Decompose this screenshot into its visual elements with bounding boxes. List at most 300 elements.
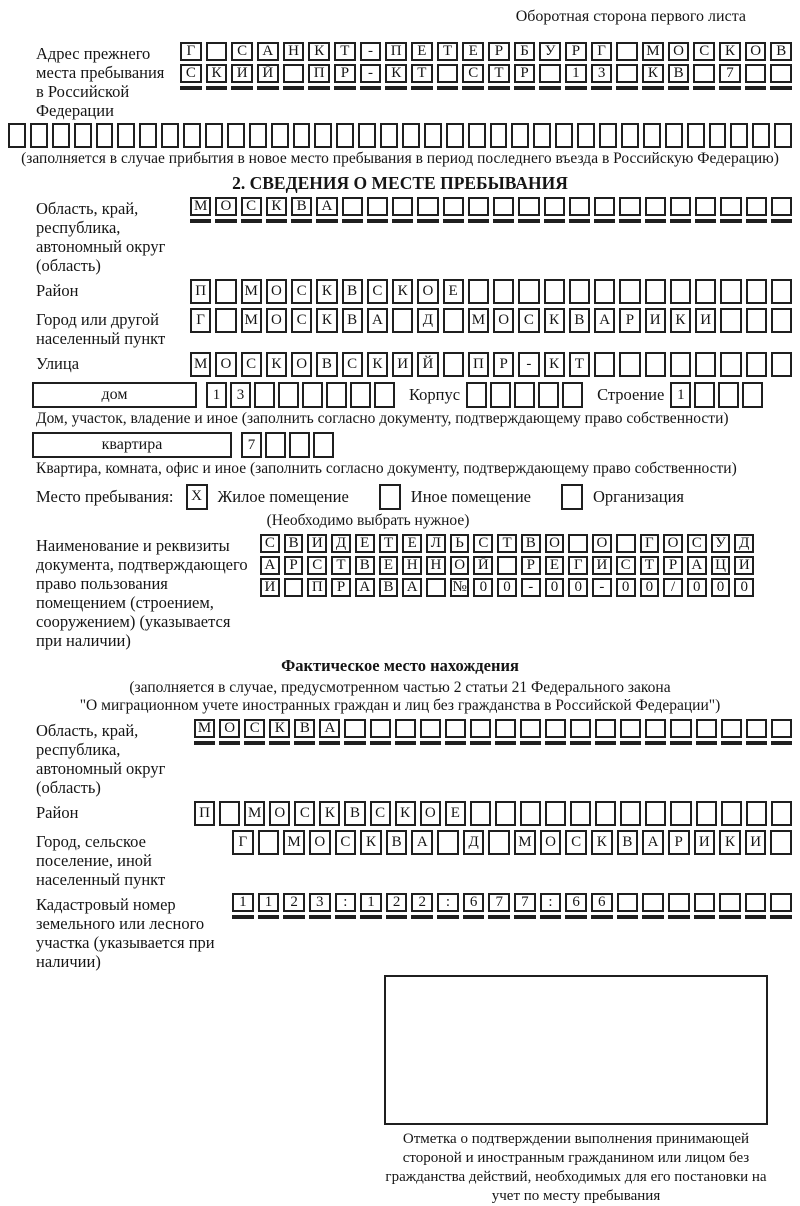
char-box[interactable]: [746, 719, 767, 738]
char-box[interactable]: В: [342, 308, 363, 333]
char-box[interactable]: [545, 801, 566, 826]
char-box[interactable]: Ц: [711, 556, 731, 575]
char-box[interactable]: [594, 352, 615, 377]
char-box[interactable]: В: [316, 352, 337, 377]
char-box[interactable]: [730, 123, 748, 148]
char-box[interactable]: [594, 279, 615, 304]
char-box[interactable]: С: [294, 801, 315, 826]
char-box[interactable]: [616, 86, 638, 90]
char-box[interactable]: [319, 741, 340, 745]
char-box[interactable]: А: [411, 830, 433, 855]
char-box[interactable]: [254, 382, 275, 408]
char-box[interactable]: О: [417, 279, 438, 304]
char-box[interactable]: [518, 279, 539, 304]
char-box[interactable]: Р: [331, 578, 351, 597]
char-box[interactable]: П: [308, 64, 330, 83]
char-box[interactable]: [545, 741, 566, 745]
char-box[interactable]: Е: [411, 42, 433, 61]
char-box[interactable]: [770, 915, 792, 919]
char-box[interactable]: 0: [473, 578, 493, 597]
char-box[interactable]: [645, 801, 666, 826]
char-box[interactable]: [402, 123, 420, 148]
char-box[interactable]: [670, 352, 691, 377]
char-box[interactable]: К: [316, 279, 337, 304]
char-box[interactable]: 7: [488, 893, 510, 912]
char-box[interactable]: [570, 801, 591, 826]
char-box[interactable]: [466, 382, 487, 408]
char-box[interactable]: [569, 219, 590, 223]
char-box[interactable]: [266, 219, 287, 223]
char-box[interactable]: [289, 432, 310, 458]
char-box[interactable]: [642, 893, 664, 912]
char-box[interactable]: [215, 279, 236, 304]
char-box[interactable]: [721, 801, 742, 826]
char-box[interactable]: 0: [711, 578, 731, 597]
char-box[interactable]: [227, 123, 245, 148]
char-box[interactable]: [437, 915, 459, 919]
char-box[interactable]: А: [316, 197, 337, 216]
char-box[interactable]: [694, 915, 716, 919]
char-box[interactable]: [488, 830, 510, 855]
char-box[interactable]: [283, 64, 305, 83]
char-box[interactable]: [569, 197, 590, 216]
char-box[interactable]: М: [244, 801, 265, 826]
char-box[interactable]: [258, 830, 280, 855]
char-box[interactable]: К: [360, 830, 382, 855]
char-box[interactable]: И: [734, 556, 754, 575]
char-box[interactable]: [595, 719, 616, 738]
char-box[interactable]: В: [770, 42, 792, 61]
char-box[interactable]: :: [437, 893, 459, 912]
char-box[interactable]: С: [473, 534, 493, 553]
char-box[interactable]: [591, 915, 613, 919]
char-box[interactable]: 7: [514, 893, 536, 912]
char-box[interactable]: [752, 123, 770, 148]
char-box[interactable]: [8, 123, 26, 148]
char-box[interactable]: [720, 279, 741, 304]
char-box[interactable]: [645, 719, 666, 738]
char-box[interactable]: 7: [719, 64, 741, 83]
char-box[interactable]: [231, 86, 253, 90]
char-box[interactable]: Т: [379, 534, 399, 553]
char-box[interactable]: [424, 123, 442, 148]
char-box[interactable]: [562, 382, 583, 408]
char-box[interactable]: [316, 219, 337, 223]
char-box[interactable]: В: [294, 719, 315, 738]
char-box[interactable]: [774, 123, 792, 148]
char-box[interactable]: [770, 86, 792, 90]
char-box[interactable]: [284, 578, 304, 597]
char-box[interactable]: 1: [258, 893, 280, 912]
char-box[interactable]: [544, 279, 565, 304]
char-box[interactable]: [470, 801, 491, 826]
char-box[interactable]: К: [266, 352, 287, 377]
char-box[interactable]: О: [663, 534, 683, 553]
char-box[interactable]: 3: [230, 382, 251, 408]
char-box[interactable]: [533, 123, 551, 148]
char-box[interactable]: К: [544, 308, 565, 333]
char-box[interactable]: [468, 219, 489, 223]
char-box[interactable]: [745, 893, 767, 912]
char-box[interactable]: С: [307, 556, 327, 575]
char-box[interactable]: К: [395, 801, 416, 826]
char-box[interactable]: [719, 86, 741, 90]
char-box[interactable]: А: [594, 308, 615, 333]
char-box[interactable]: [695, 219, 716, 223]
char-box[interactable]: [417, 197, 438, 216]
char-box[interactable]: [718, 382, 739, 408]
char-box[interactable]: [374, 382, 395, 408]
char-box[interactable]: [269, 741, 290, 745]
char-box[interactable]: 1: [232, 893, 254, 912]
char-box[interactable]: О: [540, 830, 562, 855]
char-box[interactable]: [313, 432, 334, 458]
char-box[interactable]: [74, 123, 92, 148]
char-box[interactable]: [770, 64, 792, 83]
char-box[interactable]: [420, 719, 441, 738]
char-box[interactable]: [771, 352, 792, 377]
char-box[interactable]: С: [342, 352, 363, 377]
char-box[interactable]: [468, 279, 489, 304]
char-box[interactable]: Т: [497, 534, 517, 553]
char-box[interactable]: [302, 382, 323, 408]
char-box[interactable]: [693, 86, 715, 90]
char-box[interactable]: [258, 915, 280, 919]
char-box[interactable]: И: [592, 556, 612, 575]
char-box[interactable]: 0: [545, 578, 565, 597]
char-box[interactable]: Н: [283, 42, 305, 61]
char-box[interactable]: [720, 352, 741, 377]
char-box[interactable]: [668, 893, 690, 912]
char-box[interactable]: И: [231, 64, 253, 83]
char-box[interactable]: И: [695, 308, 716, 333]
char-box[interactable]: К: [591, 830, 613, 855]
char-box[interactable]: [470, 719, 491, 738]
char-box[interactable]: В: [386, 830, 408, 855]
char-box[interactable]: [342, 197, 363, 216]
char-box[interactable]: -: [360, 42, 382, 61]
char-box[interactable]: А: [367, 308, 388, 333]
char-box[interactable]: Т: [437, 42, 459, 61]
char-box[interactable]: [309, 915, 331, 919]
char-box[interactable]: [470, 741, 491, 745]
char-box[interactable]: [493, 219, 514, 223]
char-box[interactable]: М: [241, 279, 262, 304]
char-box[interactable]: 3: [309, 893, 331, 912]
char-box[interactable]: К: [367, 352, 388, 377]
char-box[interactable]: [617, 893, 639, 912]
char-box[interactable]: И: [745, 830, 767, 855]
char-box[interactable]: М: [190, 197, 211, 216]
char-box[interactable]: [619, 279, 640, 304]
char-box[interactable]: [539, 86, 561, 90]
char-box[interactable]: [771, 741, 792, 745]
char-box[interactable]: С: [241, 197, 262, 216]
char-box[interactable]: [518, 197, 539, 216]
char-box[interactable]: Р: [514, 64, 536, 83]
char-box[interactable]: [342, 219, 363, 223]
char-box[interactable]: 0: [616, 578, 636, 597]
char-box[interactable]: [244, 741, 265, 745]
char-box[interactable]: Д: [734, 534, 754, 553]
char-box[interactable]: [670, 197, 691, 216]
char-box[interactable]: Т: [334, 42, 356, 61]
char-box[interactable]: 1: [206, 382, 227, 408]
char-box[interactable]: [540, 915, 562, 919]
char-box[interactable]: К: [719, 42, 741, 61]
char-box[interactable]: [746, 352, 767, 377]
char-box[interactable]: [96, 123, 114, 148]
char-box[interactable]: С: [260, 534, 280, 553]
checkbox-inoe-pomeshchenie[interactable]: [379, 484, 401, 510]
char-box[interactable]: [490, 382, 511, 408]
char-box[interactable]: [670, 219, 691, 223]
char-box[interactable]: [620, 801, 641, 826]
char-box[interactable]: [386, 915, 408, 919]
char-box[interactable]: [265, 432, 286, 458]
char-box[interactable]: В: [291, 197, 312, 216]
char-box[interactable]: [770, 893, 792, 912]
char-box[interactable]: [437, 830, 459, 855]
char-box[interactable]: [206, 86, 228, 90]
char-box[interactable]: К: [266, 197, 287, 216]
char-box[interactable]: [426, 578, 446, 597]
char-box[interactable]: М: [468, 308, 489, 333]
char-box[interactable]: [446, 123, 464, 148]
char-box[interactable]: [599, 123, 617, 148]
char-box[interactable]: [495, 719, 516, 738]
char-box[interactable]: [490, 123, 508, 148]
char-box[interactable]: Е: [443, 279, 464, 304]
char-box[interactable]: [569, 279, 590, 304]
char-box[interactable]: [645, 352, 666, 377]
char-box[interactable]: Г: [232, 830, 254, 855]
char-box[interactable]: [720, 308, 741, 333]
char-box[interactable]: И: [392, 352, 413, 377]
char-box[interactable]: [395, 741, 416, 745]
char-box[interactable]: [249, 123, 267, 148]
char-box[interactable]: [719, 893, 741, 912]
char-box[interactable]: О: [269, 801, 290, 826]
char-box[interactable]: [695, 352, 716, 377]
char-box[interactable]: 2: [283, 893, 305, 912]
char-box[interactable]: [694, 893, 716, 912]
char-box[interactable]: Г: [180, 42, 202, 61]
char-box[interactable]: А: [687, 556, 707, 575]
char-box[interactable]: [205, 123, 223, 148]
char-box[interactable]: Р: [488, 42, 510, 61]
char-box[interactable]: Т: [411, 64, 433, 83]
char-box[interactable]: [746, 197, 767, 216]
char-box[interactable]: [742, 382, 763, 408]
char-box[interactable]: 0: [734, 578, 754, 597]
char-box[interactable]: К: [670, 308, 691, 333]
char-box[interactable]: С: [244, 719, 265, 738]
char-box[interactable]: С: [565, 830, 587, 855]
char-box[interactable]: [721, 719, 742, 738]
char-box[interactable]: О: [291, 352, 312, 377]
char-box[interactable]: [392, 308, 413, 333]
char-box[interactable]: Р: [619, 308, 640, 333]
char-box[interactable]: [411, 915, 433, 919]
char-box[interactable]: 3: [591, 64, 613, 83]
char-box[interactable]: [395, 719, 416, 738]
char-box[interactable]: М: [241, 308, 262, 333]
char-box[interactable]: [619, 219, 640, 223]
char-box[interactable]: [745, 64, 767, 83]
char-box[interactable]: Р: [521, 556, 541, 575]
char-box[interactable]: [709, 123, 727, 148]
checkbox-organizatsiya[interactable]: [561, 484, 583, 510]
char-box[interactable]: [326, 382, 347, 408]
char-box[interactable]: С: [693, 42, 715, 61]
char-box[interactable]: В: [284, 534, 304, 553]
char-box[interactable]: О: [745, 42, 767, 61]
char-box[interactable]: [293, 123, 311, 148]
char-box[interactable]: [594, 197, 615, 216]
char-box[interactable]: О: [450, 556, 470, 575]
char-box[interactable]: С: [241, 352, 262, 377]
char-box[interactable]: [241, 219, 262, 223]
char-box[interactable]: [720, 197, 741, 216]
char-box[interactable]: [493, 279, 514, 304]
char-box[interactable]: [350, 382, 371, 408]
char-box[interactable]: Д: [331, 534, 351, 553]
char-box[interactable]: Г: [568, 556, 588, 575]
char-box[interactable]: [770, 830, 792, 855]
char-box[interactable]: [771, 719, 792, 738]
char-box[interactable]: О: [309, 830, 331, 855]
char-box[interactable]: :: [540, 893, 562, 912]
char-box[interactable]: [380, 123, 398, 148]
char-box[interactable]: [139, 123, 157, 148]
char-box[interactable]: [437, 86, 459, 90]
char-box[interactable]: [219, 801, 240, 826]
char-box[interactable]: [695, 197, 716, 216]
char-box[interactable]: О: [545, 534, 565, 553]
char-box[interactable]: К: [392, 279, 413, 304]
char-box[interactable]: [645, 279, 666, 304]
char-box[interactable]: [520, 741, 541, 745]
char-box[interactable]: [443, 197, 464, 216]
char-box[interactable]: [545, 719, 566, 738]
char-box[interactable]: П: [468, 352, 489, 377]
char-box[interactable]: 1: [670, 382, 691, 408]
char-box[interactable]: Е: [355, 534, 375, 553]
char-box[interactable]: [232, 915, 254, 919]
char-box[interactable]: К: [385, 64, 407, 83]
char-box[interactable]: Г: [190, 308, 211, 333]
char-box[interactable]: М: [194, 719, 215, 738]
char-box[interactable]: В: [379, 578, 399, 597]
char-box[interactable]: С: [180, 64, 202, 83]
char-box[interactable]: [271, 123, 289, 148]
char-box[interactable]: [771, 308, 792, 333]
char-box[interactable]: [411, 86, 433, 90]
char-box[interactable]: [370, 719, 391, 738]
char-box[interactable]: П: [385, 42, 407, 61]
char-box[interactable]: [520, 801, 541, 826]
char-box[interactable]: Т: [488, 64, 510, 83]
char-box[interactable]: [463, 915, 485, 919]
char-box[interactable]: [468, 197, 489, 216]
char-box[interactable]: С: [291, 308, 312, 333]
char-box[interactable]: В: [617, 830, 639, 855]
char-box[interactable]: 0: [497, 578, 517, 597]
char-box[interactable]: [720, 219, 741, 223]
char-box[interactable]: [443, 219, 464, 223]
char-box[interactable]: П: [307, 578, 327, 597]
char-box[interactable]: [695, 279, 716, 304]
char-box[interactable]: У: [539, 42, 561, 61]
char-box[interactable]: [668, 915, 690, 919]
char-box[interactable]: [117, 123, 135, 148]
char-box[interactable]: Е: [545, 556, 565, 575]
char-box[interactable]: В: [521, 534, 541, 553]
char-box[interactable]: Г: [591, 42, 613, 61]
char-box[interactable]: [642, 86, 664, 90]
char-box[interactable]: [257, 86, 279, 90]
char-box[interactable]: П: [194, 801, 215, 826]
char-box[interactable]: 1: [565, 64, 587, 83]
char-box[interactable]: С: [616, 556, 636, 575]
char-box[interactable]: :: [335, 893, 357, 912]
checkbox-zhiloe-pomeshchenie[interactable]: [186, 484, 208, 510]
char-box[interactable]: [385, 86, 407, 90]
char-box[interactable]: 6: [591, 893, 613, 912]
char-box[interactable]: [437, 64, 459, 83]
char-box[interactable]: [358, 123, 376, 148]
char-box[interactable]: А: [402, 578, 422, 597]
char-box[interactable]: [696, 801, 717, 826]
char-box[interactable]: О: [266, 308, 287, 333]
char-box[interactable]: [595, 801, 616, 826]
char-box[interactable]: [668, 86, 690, 90]
char-box[interactable]: [696, 741, 717, 745]
char-box[interactable]: [746, 801, 767, 826]
char-box[interactable]: О: [592, 534, 612, 553]
char-box[interactable]: [616, 42, 638, 61]
char-box[interactable]: [643, 123, 661, 148]
char-box[interactable]: М: [514, 830, 536, 855]
char-box[interactable]: [215, 219, 236, 223]
char-box[interactable]: К: [719, 830, 741, 855]
char-box[interactable]: [206, 42, 228, 61]
char-box[interactable]: [538, 382, 559, 408]
char-box[interactable]: С: [367, 279, 388, 304]
char-box[interactable]: [616, 64, 638, 83]
char-box[interactable]: Д: [417, 308, 438, 333]
char-box[interactable]: И: [307, 534, 327, 553]
char-box[interactable]: [215, 308, 236, 333]
char-box[interactable]: [665, 123, 683, 148]
char-box[interactable]: [568, 534, 588, 553]
char-box[interactable]: Т: [640, 556, 660, 575]
char-box[interactable]: [190, 219, 211, 223]
char-box[interactable]: [746, 308, 767, 333]
char-box[interactable]: А: [355, 578, 375, 597]
char-box[interactable]: С: [231, 42, 253, 61]
char-box[interactable]: [771, 197, 792, 216]
char-box[interactable]: [745, 915, 767, 919]
char-box[interactable]: [518, 219, 539, 223]
char-box[interactable]: Р: [565, 42, 587, 61]
char-box[interactable]: А: [260, 556, 280, 575]
char-box[interactable]: [544, 219, 565, 223]
char-box[interactable]: К: [308, 42, 330, 61]
char-box[interactable]: А: [319, 719, 340, 738]
char-box[interactable]: А: [257, 42, 279, 61]
